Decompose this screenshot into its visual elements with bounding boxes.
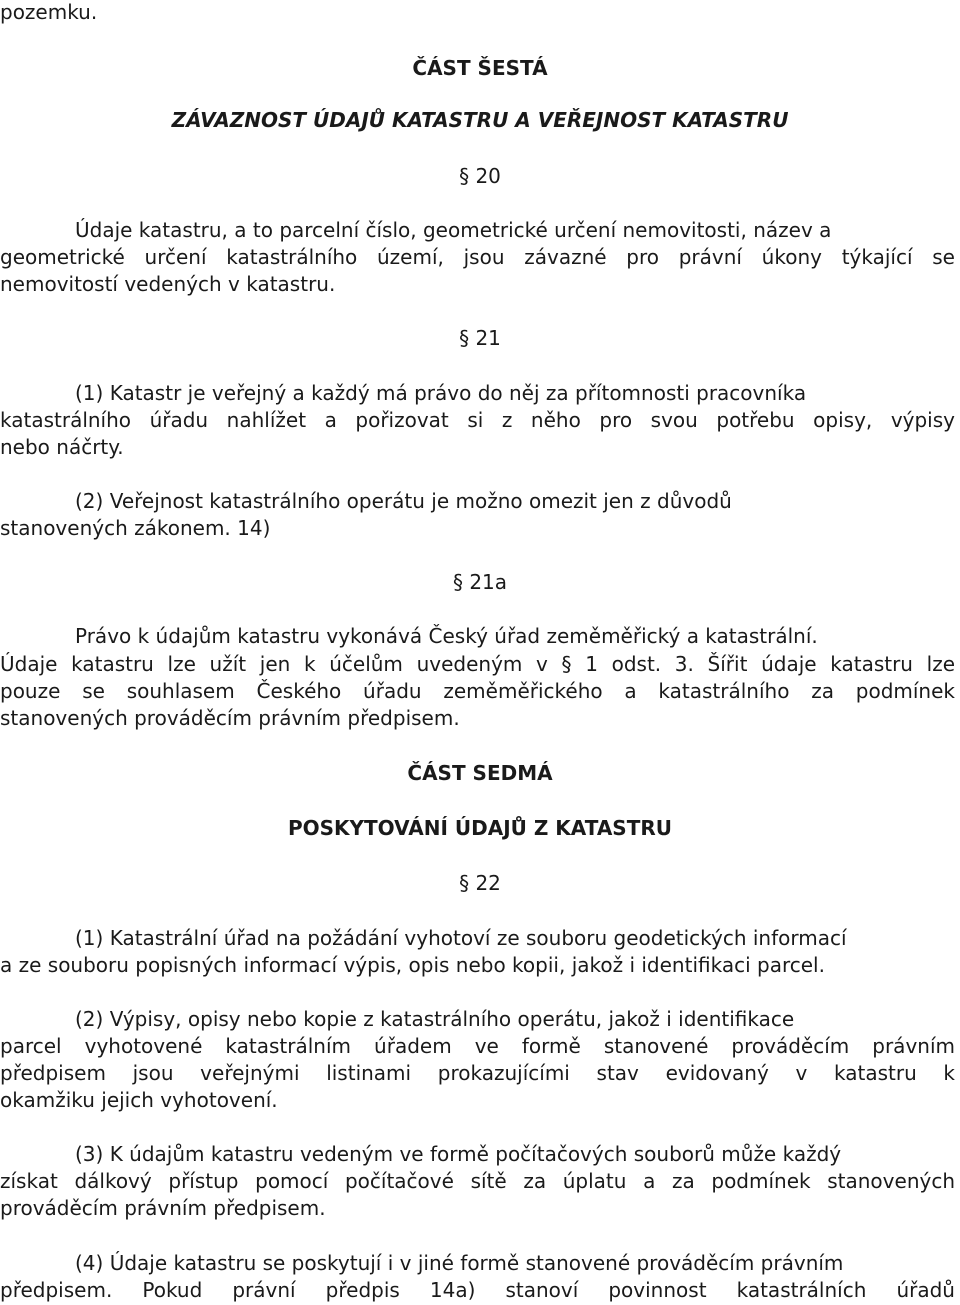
paragraph-line-indented: (4) Údaje katastru se poskytují i v jiné formě stanovené prováděcím právním: [75, 1251, 844, 1275]
paragraph-line: pouze se souhlasem Českého úřadu zeměměřického a katastrálního za podmínek: [0, 679, 955, 703]
paragraph-line: předpisem jsou veřejnými listinami prokazujícími stav evidovaný v katastru k: [0, 1061, 955, 1085]
part-title: POSKYTOVÁNÍ ÚDAJŮ Z KATASTRU: [287, 816, 672, 840]
paragraph-line-indented: (3) K údajům katastru vedeným ve formě počítačových souborů může každý: [75, 1142, 842, 1166]
part-heading: ČÁST ŠESTÁ: [412, 56, 548, 80]
part-heading: ČÁST SEDMÁ: [407, 761, 553, 785]
section-mark: § 21: [459, 326, 501, 350]
paragraph-line-indented: (1) Katastrální úřad na požádání vyhotoví ze souboru geodetických informací: [75, 926, 847, 950]
paragraph-line-last: a ze souboru popisných informací výpis, opis nebo kopii, jakož i identifikaci parcel.: [0, 953, 825, 977]
paragraph-line-last: okamžiku jejich vyhotovení.: [0, 1088, 278, 1112]
paragraph-line-last: nebo náčrty.: [0, 435, 124, 459]
section-mark: § 21a: [452, 570, 508, 594]
paragraph-line-indented: (2) Výpisy, opisy nebo kopie z katastrálního operátu, jakož i identifikace: [75, 1007, 795, 1031]
paragraph-line-last: prováděcím právním předpisem.: [0, 1196, 326, 1220]
paragraph-line-indented: (1) Katastr je veřejný a každý má právo do něj za přítomnosti pracovníka: [75, 381, 807, 405]
text-line: pozemku.: [0, 0, 98, 24]
paragraph-line-indented: Údaje katastru, a to parcelní číslo, geometrické určení nemovitosti, název a: [75, 218, 832, 242]
paragraph-line: katastrálního úřadu nahlížet a pořizovat si z něho pro svou potřebu opisy, výpisy: [0, 408, 955, 432]
paragraph-line: geometrické určení katastrálního území, jsou závazné pro právní úkony týkající se: [0, 245, 955, 269]
paragraph-line-indented: Právo k údajům katastru vykonává Český úřad zeměměřický a katastrální.: [75, 624, 818, 648]
paragraph-line: parcel vyhotovené katastrálním úřadem ve formě stanovené prováděcím právním: [0, 1034, 955, 1058]
paragraph-line-last: stanovených prováděcím právním předpisem.: [0, 706, 460, 730]
section-mark: § 22: [459, 871, 501, 895]
paragraph-line-last: stanovených zákonem. 14): [0, 516, 271, 540]
paragraph-line-last: nemovitostí vedených v katastru.: [0, 272, 336, 296]
part-title: ZÁVAZNOST ÚDAJŮ KATASTRU A VEŘEJNOST KATASTRU: [171, 108, 789, 132]
paragraph-line: předpisem. Pokud právní předpis 14a) stanoví povinnost katastrálních úřadů: [0, 1278, 955, 1302]
paragraph-line: Údaje katastru lze užít jen k účelům uvedeným v § 1 odst. 3. Šířit údaje katastru lze: [0, 652, 955, 676]
section-mark: § 20: [459, 164, 501, 188]
paragraph-line: získat dálkový přístup pomocí počítačové sítě za úplatu a za podmínek stanovených: [0, 1169, 955, 1193]
paragraph-line-indented: (2) Veřejnost katastrálního operátu je možno omezit jen z důvodů: [75, 489, 732, 513]
